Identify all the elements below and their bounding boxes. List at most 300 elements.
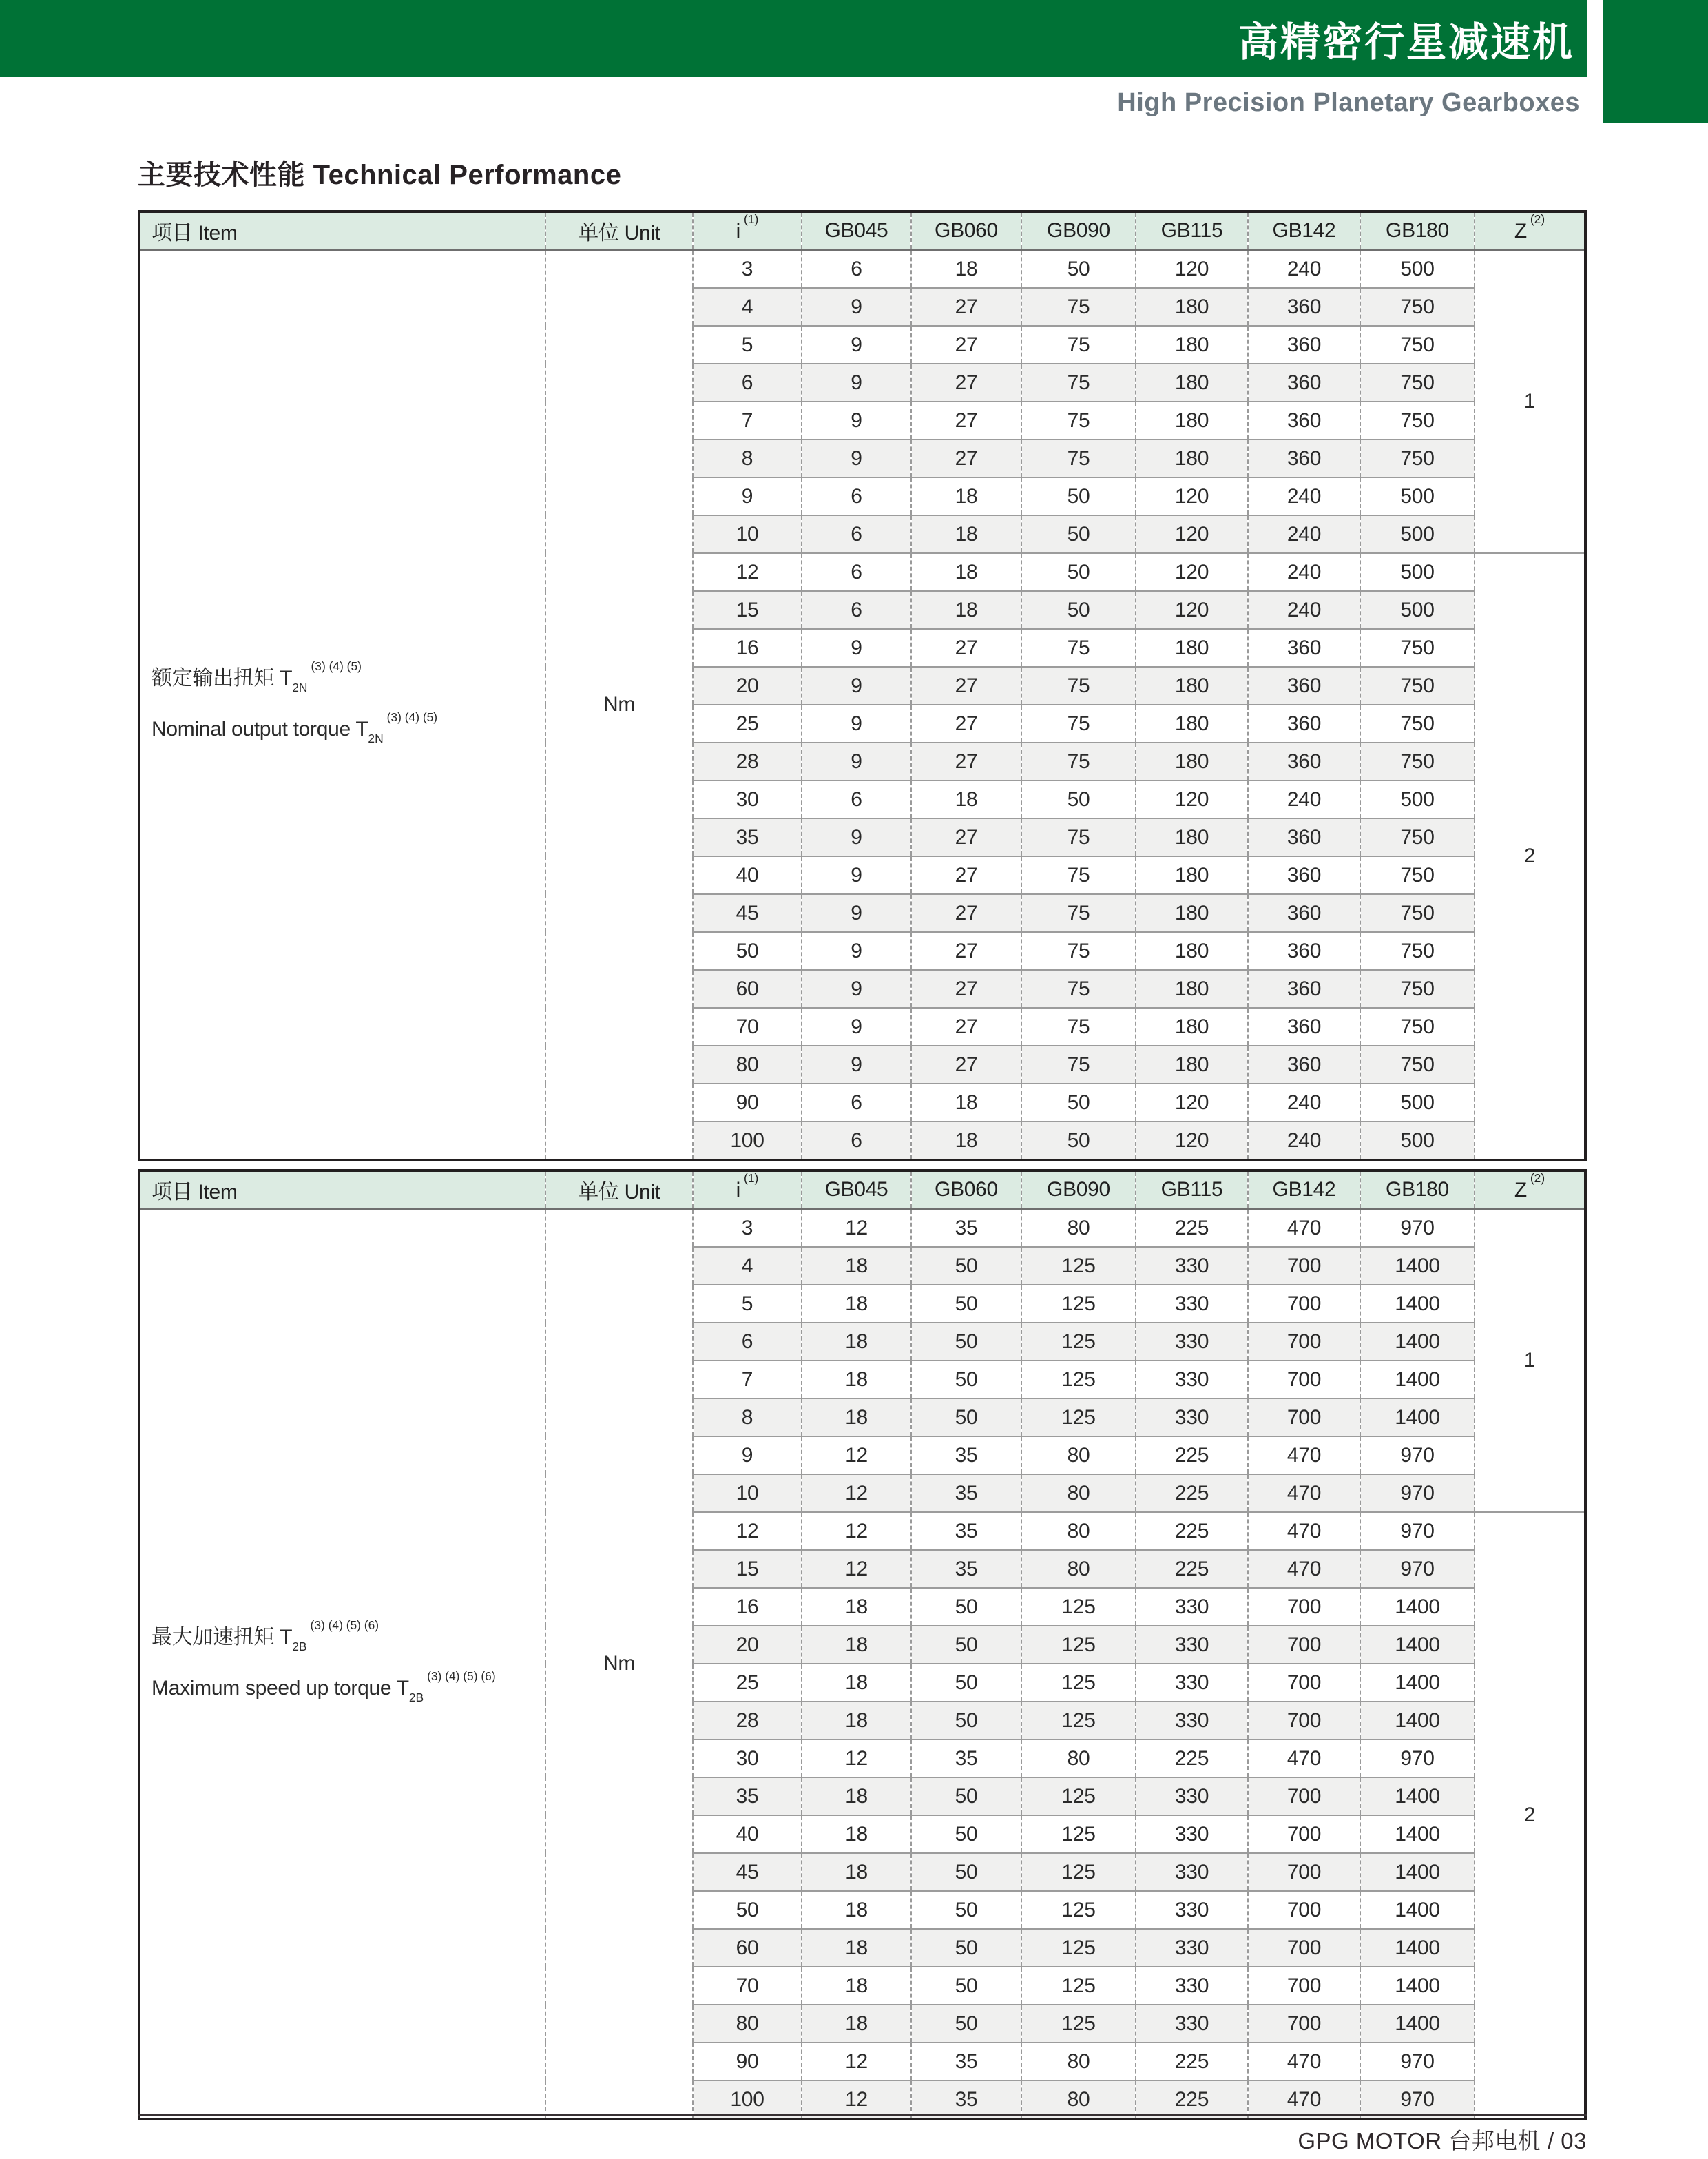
col-header-model: GB142 <box>1248 211 1360 250</box>
item-en-text: Nominal output torque T <box>152 718 368 741</box>
cell-torque-value: 27 <box>911 818 1021 856</box>
cell-torque-value: 225 <box>1136 1436 1248 1474</box>
cell-torque-value: 125 <box>1021 1247 1136 1285</box>
cell-torque-value: 80 <box>1021 1550 1136 1588</box>
cell-torque-value: 330 <box>1136 1815 1248 1853</box>
cell-torque-value: 27 <box>911 1008 1021 1046</box>
cell-torque-value: 180 <box>1136 440 1248 477</box>
cell-torque-value: 360 <box>1248 667 1360 705</box>
cell-torque-value: 750 <box>1360 288 1475 326</box>
banner-title: 高精密行星减速机 <box>1238 20 1574 65</box>
cell-torque-value: 75 <box>1021 402 1136 440</box>
cell-torque-value: 75 <box>1021 743 1136 781</box>
cell-torque-value: 50 <box>911 1398 1021 1436</box>
cell-torque-value: 500 <box>1360 591 1475 629</box>
cell-torque-value: 125 <box>1021 1626 1136 1664</box>
cell-torque-value: 27 <box>911 326 1021 364</box>
cell-torque-value: 240 <box>1248 1122 1360 1160</box>
cell-torque-value: 500 <box>1360 1122 1475 1160</box>
cell-torque-value: 970 <box>1360 1550 1475 1588</box>
cell-torque-value: 50 <box>1021 1122 1136 1160</box>
cell-torque-value: 500 <box>1360 515 1475 553</box>
cell-torque-value: 35 <box>911 1209 1021 1248</box>
cell-torque-value: 75 <box>1021 1046 1136 1084</box>
cell-ratio-value: 25 <box>693 1664 802 1702</box>
cell-torque-value: 9 <box>802 705 911 743</box>
cell-torque-value: 27 <box>911 629 1021 667</box>
footer-text: GPG MOTOR 台邦电机 / 03 <box>1298 2128 1587 2153</box>
cell-torque-value: 75 <box>1021 705 1136 743</box>
stage-footnote: (2) <box>1530 211 1545 226</box>
cell-torque-value: 360 <box>1248 1008 1360 1046</box>
col-header-model: GB060 <box>911 1170 1021 1209</box>
col-header-unit: 单位 Unit <box>545 211 693 250</box>
col-header-ratio <box>693 211 802 250</box>
cell-torque-value: 50 <box>1021 781 1136 818</box>
cell-torque-value: 360 <box>1248 705 1360 743</box>
cell-torque-value: 750 <box>1360 818 1475 856</box>
cell-torque-value: 360 <box>1248 364 1360 402</box>
cell-torque-value: 50 <box>911 1815 1021 1853</box>
cell-torque-value: 75 <box>1021 894 1136 932</box>
cell-torque-value: 750 <box>1360 440 1475 477</box>
cell-torque-value: 360 <box>1248 402 1360 440</box>
cell-ratio-value: 70 <box>693 1967 802 2005</box>
stage-symbol: Z <box>1514 1178 1527 1201</box>
col-header-model: GB060 <box>911 211 1021 250</box>
cell-torque-value: 970 <box>1360 1512 1475 1550</box>
cell-torque-value: 360 <box>1248 743 1360 781</box>
cell-ratio-value: 16 <box>693 1588 802 1626</box>
nominal-output-torque-table <box>138 210 1587 1161</box>
cell-torque-value: 9 <box>802 440 911 477</box>
cell-torque-value: 9 <box>802 1046 911 1084</box>
cell-torque-value: 330 <box>1136 1853 1248 1891</box>
cell-torque-value: 75 <box>1021 288 1136 326</box>
cell-torque-value: 18 <box>802 1853 911 1891</box>
cell-torque-value: 360 <box>1248 288 1360 326</box>
cell-torque-value: 970 <box>1360 1436 1475 1474</box>
cell-torque-value: 180 <box>1136 326 1248 364</box>
cell-torque-value: 18 <box>802 1929 911 1967</box>
table-header <box>139 211 1585 250</box>
cell-torque-value: 120 <box>1136 553 1248 591</box>
cell-torque-value: 27 <box>911 440 1021 477</box>
cell-torque-value: 50 <box>1021 591 1136 629</box>
cell-torque-value: 27 <box>911 667 1021 705</box>
cell-torque-value: 80 <box>1021 1474 1136 1512</box>
cell-torque-value: 125 <box>1021 1967 1136 2005</box>
cell-torque-value: 18 <box>802 1664 911 1702</box>
cell-torque-value: 50 <box>1021 1084 1136 1122</box>
cell-torque-value: 125 <box>1021 1929 1136 1967</box>
cell-torque-value: 18 <box>911 553 1021 591</box>
cell-torque-value: 225 <box>1136 2043 1248 2080</box>
cell-torque-value: 225 <box>1136 1209 1248 1248</box>
col-header-item: 项目 Item <box>139 1170 545 1209</box>
cell-torque-value: 12 <box>802 1436 911 1474</box>
cell-torque-value: 9 <box>802 288 911 326</box>
cell-torque-value: 180 <box>1136 402 1248 440</box>
unit-cell: Nm <box>545 1209 693 2120</box>
col-header-model: GB045 <box>802 1170 911 1209</box>
cell-torque-value: 470 <box>1248 1512 1360 1550</box>
cell-torque-value: 125 <box>1021 2005 1136 2043</box>
cell-torque-value: 75 <box>1021 326 1136 364</box>
page-subtitle: High Precision Planetary Gearboxes <box>1117 88 1580 117</box>
cell-torque-value: 9 <box>802 970 911 1008</box>
cell-torque-value: 1400 <box>1360 2005 1475 2043</box>
cell-torque-value: 360 <box>1248 1046 1360 1084</box>
cell-torque-value: 1400 <box>1360 1967 1475 2005</box>
cell-torque-value: 180 <box>1136 364 1248 402</box>
cell-torque-value: 50 <box>911 1777 1021 1815</box>
col-header-stage <box>1475 211 1585 250</box>
col-header-item: 项目 Item <box>139 211 545 250</box>
cell-torque-value: 225 <box>1136 1739 1248 1777</box>
cell-torque-value: 80 <box>1021 1739 1136 1777</box>
col-header-unit: 单位 Unit <box>545 1170 693 1209</box>
cell-torque-value: 470 <box>1248 2080 1360 2119</box>
cell-ratio-value: 45 <box>693 1853 802 1891</box>
cell-ratio-value: 20 <box>693 1626 802 1664</box>
cell-torque-value: 18 <box>911 591 1021 629</box>
cell-torque-value: 330 <box>1136 1588 1248 1626</box>
cell-torque-value: 225 <box>1136 1474 1248 1512</box>
cell-torque-value: 240 <box>1248 515 1360 553</box>
cell-torque-value: 6 <box>802 250 911 289</box>
cell-torque-value: 180 <box>1136 932 1248 970</box>
cell-torque-value: 50 <box>1021 477 1136 515</box>
cell-torque-value: 470 <box>1248 2043 1360 2080</box>
cell-torque-value: 1400 <box>1360 1891 1475 1929</box>
cell-torque-value: 50 <box>911 2005 1021 2043</box>
cell-ratio-value: 28 <box>693 1702 802 1739</box>
cell-torque-value: 750 <box>1360 743 1475 781</box>
col-header-stage <box>1475 1170 1585 1209</box>
cell-torque-value: 27 <box>911 402 1021 440</box>
cell-ratio-value: 12 <box>693 1512 802 1550</box>
cell-torque-value: 35 <box>911 1739 1021 1777</box>
cell-ratio-value: 9 <box>693 1436 802 1474</box>
item-zh-subscript: 2B <box>292 1640 307 1654</box>
item-en-text: Maximum speed up torque T <box>152 1677 409 1700</box>
cell-torque-value: 330 <box>1136 1967 1248 2005</box>
cell-torque-value: 18 <box>802 1285 911 1323</box>
cell-torque-value: 50 <box>911 1664 1021 1702</box>
cell-torque-value: 225 <box>1136 1512 1248 1550</box>
table-row <box>139 250 1585 289</box>
cell-ratio-value: 100 <box>693 1122 802 1160</box>
cell-torque-value: 27 <box>911 856 1021 894</box>
cell-torque-value: 12 <box>802 2043 911 2080</box>
cell-torque-value: 9 <box>802 629 911 667</box>
item-label-en <box>152 1664 544 1715</box>
cell-torque-value: 9 <box>802 364 911 402</box>
cell-ratio-value: 4 <box>693 1247 802 1285</box>
col-header-model: GB090 <box>1021 1170 1136 1209</box>
cell-torque-value: 120 <box>1136 781 1248 818</box>
cell-torque-value: 330 <box>1136 1929 1248 1967</box>
cell-torque-value: 700 <box>1248 1626 1360 1664</box>
cell-torque-value: 360 <box>1248 440 1360 477</box>
cell-ratio-value: 5 <box>693 1285 802 1323</box>
col-header-model: GB115 <box>1136 211 1248 250</box>
cell-ratio-value: 90 <box>693 1084 802 1122</box>
cell-ratio-value: 7 <box>693 402 802 440</box>
cell-torque-value: 50 <box>1021 553 1136 591</box>
cell-torque-value: 750 <box>1360 629 1475 667</box>
cell-torque-value: 750 <box>1360 667 1475 705</box>
cell-torque-value: 9 <box>802 1008 911 1046</box>
cell-ratio-value: 16 <box>693 629 802 667</box>
table-header-row <box>139 1170 1585 1209</box>
cell-torque-value: 125 <box>1021 1891 1136 1929</box>
cell-ratio-value: 50 <box>693 932 802 970</box>
item-zh-text: 最大加速扭矩 T <box>152 1626 293 1649</box>
cell-torque-value: 18 <box>802 1967 911 2005</box>
cell-torque-value: 27 <box>911 932 1021 970</box>
cell-torque-value: 50 <box>911 1588 1021 1626</box>
cell-torque-value: 125 <box>1021 1815 1136 1853</box>
cell-torque-value: 9 <box>802 402 911 440</box>
cell-ratio-value: 30 <box>693 1739 802 1777</box>
cell-torque-value: 1400 <box>1360 1247 1475 1285</box>
cell-torque-value: 125 <box>1021 1664 1136 1702</box>
cell-torque-value: 330 <box>1136 1777 1248 1815</box>
cell-torque-value: 35 <box>911 2043 1021 2080</box>
col-header-model: GB180 <box>1360 1170 1475 1209</box>
cell-torque-value: 180 <box>1136 970 1248 1008</box>
cell-torque-value: 700 <box>1248 2005 1360 2043</box>
cell-torque-value: 700 <box>1248 1398 1360 1436</box>
cell-ratio-value: 70 <box>693 1008 802 1046</box>
cell-torque-value: 18 <box>802 1398 911 1436</box>
cell-torque-value: 500 <box>1360 250 1475 289</box>
cell-torque-value: 180 <box>1136 894 1248 932</box>
cell-torque-value: 360 <box>1248 629 1360 667</box>
cell-torque-value: 470 <box>1248 1436 1360 1474</box>
cell-torque-value: 330 <box>1136 1891 1248 1929</box>
cell-torque-value: 330 <box>1136 1247 1248 1285</box>
item-label-cell <box>139 1209 545 2120</box>
cell-torque-value: 330 <box>1136 1664 1248 1702</box>
cell-torque-value: 50 <box>911 1929 1021 1967</box>
cell-torque-value: 75 <box>1021 932 1136 970</box>
cell-torque-value: 75 <box>1021 970 1136 1008</box>
cell-torque-value: 970 <box>1360 1739 1475 1777</box>
ratio-footnote: (1) <box>744 211 759 226</box>
cell-ratio-value: 20 <box>693 667 802 705</box>
cell-torque-value: 9 <box>802 856 911 894</box>
cell-torque-value: 18 <box>802 1247 911 1285</box>
cell-torque-value: 75 <box>1021 667 1136 705</box>
cell-ratio-value: 50 <box>693 1891 802 1929</box>
page-banner <box>0 0 1587 77</box>
cell-torque-value: 75 <box>1021 629 1136 667</box>
cell-torque-value: 50 <box>911 1967 1021 2005</box>
cell-torque-value: 120 <box>1136 477 1248 515</box>
cell-torque-value: 225 <box>1136 1550 1248 1588</box>
cell-torque-value: 750 <box>1360 894 1475 932</box>
cell-torque-value: 18 <box>802 1361 911 1398</box>
cell-stage-value: 2 <box>1475 553 1585 1160</box>
cell-torque-value: 330 <box>1136 1361 1248 1398</box>
cell-torque-value: 1400 <box>1360 1588 1475 1626</box>
cell-torque-value: 80 <box>1021 2080 1136 2119</box>
cell-torque-value: 180 <box>1136 288 1248 326</box>
cell-torque-value: 700 <box>1248 1323 1360 1361</box>
cell-torque-value: 125 <box>1021 1285 1136 1323</box>
cell-torque-value: 50 <box>1021 515 1136 553</box>
cell-torque-value: 80 <box>1021 1436 1136 1474</box>
cell-torque-value: 180 <box>1136 1008 1248 1046</box>
cell-torque-value: 700 <box>1248 1891 1360 1929</box>
cell-torque-value: 330 <box>1136 1702 1248 1739</box>
table-body <box>139 250 1585 1161</box>
cell-torque-value: 18 <box>802 1777 911 1815</box>
cell-torque-value: 330 <box>1136 2005 1248 2043</box>
cell-ratio-value: 8 <box>693 440 802 477</box>
cell-torque-value: 500 <box>1360 1084 1475 1122</box>
cell-ratio-value: 30 <box>693 781 802 818</box>
table-header <box>139 1170 1585 1209</box>
cell-torque-value: 470 <box>1248 1739 1360 1777</box>
cell-torque-value: 18 <box>911 250 1021 289</box>
item-label-cell <box>139 250 545 1161</box>
cell-torque-value: 50 <box>911 1323 1021 1361</box>
cell-torque-value: 35 <box>911 1512 1021 1550</box>
cell-torque-value: 18 <box>802 1891 911 1929</box>
unit-cell: Nm <box>545 250 693 1161</box>
cell-torque-value: 27 <box>911 288 1021 326</box>
table-row <box>139 1209 1585 1248</box>
cell-torque-value: 120 <box>1136 1084 1248 1122</box>
cell-torque-value: 360 <box>1248 970 1360 1008</box>
cell-torque-value: 18 <box>911 781 1021 818</box>
cell-torque-value: 1400 <box>1360 1361 1475 1398</box>
cell-torque-value: 6 <box>802 515 911 553</box>
cell-torque-value: 970 <box>1360 2043 1475 2080</box>
cell-ratio-value: 45 <box>693 894 802 932</box>
item-en-footnotes: (3) (4) (5) (6) <box>427 1669 496 1684</box>
cell-torque-value: 500 <box>1360 781 1475 818</box>
cell-torque-value: 12 <box>802 1209 911 1248</box>
cell-ratio-value: 15 <box>693 1550 802 1588</box>
cell-ratio-value: 25 <box>693 705 802 743</box>
cell-ratio-value: 28 <box>693 743 802 781</box>
cell-torque-value: 75 <box>1021 364 1136 402</box>
cell-ratio-value: 4 <box>693 288 802 326</box>
item-en-footnotes: (3) (4) (5) <box>386 710 438 725</box>
cell-stage-value: 2 <box>1475 1512 1585 2119</box>
cell-ratio-value: 8 <box>693 1398 802 1436</box>
cell-torque-value: 700 <box>1248 1247 1360 1285</box>
cell-ratio-value: 6 <box>693 364 802 402</box>
cell-torque-value: 50 <box>911 1361 1021 1398</box>
cell-torque-value: 6 <box>802 591 911 629</box>
cell-torque-value: 225 <box>1136 2080 1248 2119</box>
cell-torque-value: 120 <box>1136 591 1248 629</box>
cell-torque-value: 700 <box>1248 1588 1360 1626</box>
cell-torque-value: 12 <box>802 1550 911 1588</box>
cell-torque-value: 700 <box>1248 1285 1360 1323</box>
col-header-model: GB090 <box>1021 211 1136 250</box>
cell-ratio-value: 10 <box>693 1474 802 1512</box>
cell-torque-value: 50 <box>911 1247 1021 1285</box>
item-en-subscript: 2N <box>368 732 384 746</box>
cell-ratio-value: 80 <box>693 1046 802 1084</box>
cell-ratio-value: 40 <box>693 856 802 894</box>
cell-stage-value: 1 <box>1475 1209 1585 1513</box>
item-zh-text: 额定输出扭矩 T <box>152 667 293 690</box>
cell-torque-value: 330 <box>1136 1323 1248 1361</box>
cell-torque-value: 360 <box>1248 894 1360 932</box>
col-header-ratio <box>693 1170 802 1209</box>
col-header-model: GB142 <box>1248 1170 1360 1209</box>
cell-torque-value: 125 <box>1021 1398 1136 1436</box>
cell-torque-value: 1400 <box>1360 1777 1475 1815</box>
cell-torque-value: 12 <box>802 2080 911 2119</box>
cell-torque-value: 9 <box>802 667 911 705</box>
cell-torque-value: 9 <box>802 818 911 856</box>
cell-torque-value: 12 <box>802 1474 911 1512</box>
cell-torque-value: 50 <box>911 1626 1021 1664</box>
cell-torque-value: 330 <box>1136 1398 1248 1436</box>
item-label-en <box>152 705 544 756</box>
cell-ratio-value: 40 <box>693 1815 802 1853</box>
cell-torque-value: 240 <box>1248 1084 1360 1122</box>
cell-ratio-value: 3 <box>693 250 802 289</box>
cell-torque-value: 180 <box>1136 667 1248 705</box>
cell-torque-value: 1400 <box>1360 1815 1475 1853</box>
cell-torque-value: 180 <box>1136 856 1248 894</box>
cell-torque-value: 240 <box>1248 553 1360 591</box>
cell-torque-value: 9 <box>802 932 911 970</box>
cell-torque-value: 700 <box>1248 1929 1360 1967</box>
cell-torque-value: 27 <box>911 970 1021 1008</box>
cell-torque-value: 470 <box>1248 1550 1360 1588</box>
cell-ratio-value: 35 <box>693 818 802 856</box>
item-label-zh <box>152 654 544 705</box>
cell-torque-value: 18 <box>802 1323 911 1361</box>
cell-torque-value: 27 <box>911 1046 1021 1084</box>
cell-torque-value: 330 <box>1136 1285 1248 1323</box>
cell-torque-value: 360 <box>1248 856 1360 894</box>
cell-torque-value: 18 <box>911 1122 1021 1160</box>
cell-torque-value: 750 <box>1360 932 1475 970</box>
cell-torque-value: 1400 <box>1360 1323 1475 1361</box>
cell-torque-value: 35 <box>911 1436 1021 1474</box>
cell-torque-value: 700 <box>1248 1777 1360 1815</box>
section-title: 主要技术性能 Technical Performance <box>138 160 622 190</box>
cell-torque-value: 27 <box>911 894 1021 932</box>
banner-corner-block <box>1603 0 1708 123</box>
cell-torque-value: 80 <box>1021 1512 1136 1550</box>
cell-torque-value: 240 <box>1248 591 1360 629</box>
cell-torque-value: 6 <box>802 477 911 515</box>
cell-torque-value: 6 <box>802 553 911 591</box>
cell-torque-value: 470 <box>1248 1474 1360 1512</box>
table-body <box>139 1209 1585 2120</box>
cell-torque-value: 1400 <box>1360 1285 1475 1323</box>
cell-torque-value: 700 <box>1248 1853 1360 1891</box>
cell-torque-value: 125 <box>1021 1702 1136 1739</box>
cell-torque-value: 750 <box>1360 1008 1475 1046</box>
cell-torque-value: 18 <box>911 1084 1021 1122</box>
cell-ratio-value: 3 <box>693 1209 802 1248</box>
item-label <box>152 654 544 756</box>
